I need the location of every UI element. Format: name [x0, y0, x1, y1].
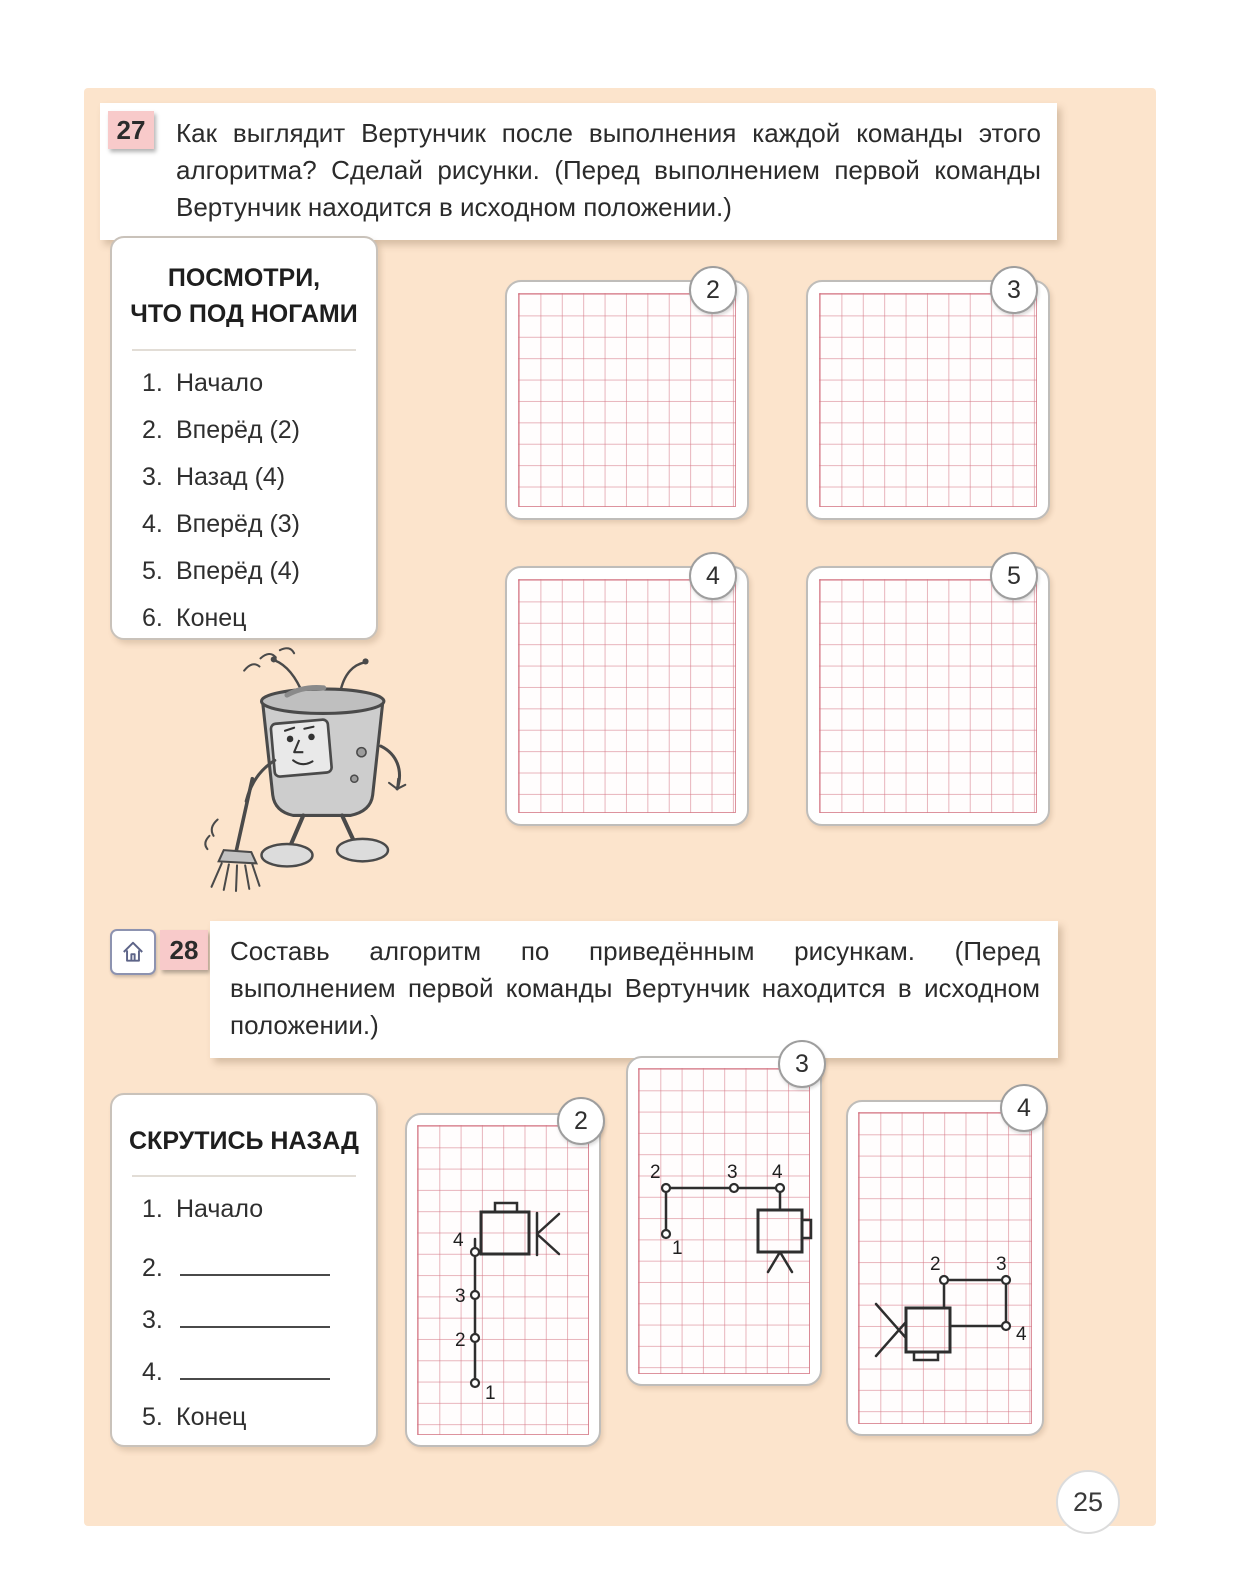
step-number: 5.: [142, 556, 163, 585]
card-divider: [132, 1175, 356, 1177]
task-28-text: Составь алгоритм по приведённым рисункам. (Перед выполнением первой команды Вертунчик находится в исходном положении.): [230, 936, 1040, 1040]
grid-number-badge: 3: [990, 266, 1038, 314]
point-label: 3: [455, 1286, 466, 1307]
grid-number-badge: 5: [990, 552, 1038, 600]
broom-stick: [236, 779, 252, 852]
grid-drawing-4: [848, 1102, 1042, 1434]
grid-number-badge: 4: [689, 552, 737, 600]
algorithm-step: [142, 369, 376, 416]
picture-card-2: [405, 1106, 601, 1447]
grid-number-badge: 3: [778, 1040, 826, 1088]
point-label: 1: [485, 1383, 496, 1404]
algorithm-card-27: [110, 236, 378, 640]
algorithm-step: [142, 1299, 376, 1351]
point-label: 4: [453, 1230, 464, 1251]
home-icon: [110, 929, 156, 975]
step-number: 3.: [142, 462, 163, 491]
point-label: 2: [455, 1330, 466, 1351]
point-label: 4: [1016, 1324, 1027, 1345]
point-label: 1: [672, 1238, 683, 1259]
robot-face: [271, 719, 333, 777]
grid-number-badge: 4: [1000, 1084, 1048, 1132]
robot-illustration: [185, 640, 440, 895]
algorithm-step: [142, 510, 376, 557]
algorithm-step: [142, 416, 376, 463]
page-number: 25: [1056, 1470, 1120, 1534]
step-number: 1.: [142, 368, 163, 397]
algorithm-step: [142, 463, 376, 510]
point-label: 3: [727, 1162, 738, 1183]
step-text: Начало: [176, 368, 264, 397]
direction-arrow-icon: [537, 1213, 559, 1255]
point-label: 3: [996, 1254, 1007, 1275]
answer-grid-2: [505, 275, 749, 520]
step-number: 5.: [142, 1403, 163, 1432]
algorithm-28-steps: [142, 1195, 376, 1455]
step-text: Начало: [176, 1195, 264, 1224]
answer-grid-3: [806, 275, 1050, 520]
answer-blank: [180, 1299, 330, 1327]
task-27-text: Как выглядит Вертунчик после выполнения каждой команды этого алгоритма? Сделай рисунки. (Перед выполнением первой команды Вертунчик находится в исходном положении.): [176, 118, 1041, 222]
algorithm-step: [142, 557, 376, 604]
answer-grid-5: [806, 561, 1050, 826]
algorithm-step: [142, 1403, 376, 1455]
robot-legs-icon: [768, 1252, 792, 1272]
grid-paper: [518, 293, 736, 507]
grid-drawing-3: [628, 1058, 820, 1384]
grid-number-badge: 2: [689, 266, 737, 314]
task-27-badge: 27: [108, 111, 154, 149]
task-27: [100, 103, 1057, 240]
algorithm-card-28: [110, 1093, 378, 1447]
picture-card-4: [846, 1093, 1044, 1436]
step-number: 3.: [142, 1305, 163, 1334]
algorithm-27-steps: [142, 369, 376, 651]
point-label: 2: [650, 1162, 661, 1183]
answer-blank: [180, 1351, 330, 1379]
grid-number-badge: 2: [557, 1097, 605, 1145]
grid-paper: [819, 293, 1037, 507]
step-text: Вперёд (2): [176, 415, 301, 444]
algorithm-28-title: СКРУТИСЬ НАЗАД: [129, 1127, 359, 1155]
grid-paper: [518, 579, 736, 813]
algorithm-27-title: [112, 260, 376, 333]
task-28: [210, 921, 1058, 1058]
answer-grid-4: [505, 561, 749, 826]
step-text: Вперёд (3): [176, 509, 301, 538]
step-number: 2.: [142, 1253, 163, 1282]
direction-arrow-icon: [876, 1304, 906, 1356]
picture-card-3: [626, 1049, 822, 1386]
step-number: 4.: [142, 509, 163, 538]
step-text: Конец: [176, 1403, 247, 1432]
step-text: Вперёд (4): [176, 556, 301, 585]
point-label: 4: [772, 1162, 783, 1183]
robot-left-shoe: [262, 844, 313, 866]
step-text: Конец: [176, 603, 247, 632]
step-text: Назад (4): [176, 462, 286, 491]
step-number: 1.: [142, 1195, 163, 1224]
step-number: 6.: [142, 603, 163, 632]
step-number: 4.: [142, 1357, 163, 1386]
algorithm-step: [142, 1351, 376, 1403]
algorithm-27-title-line1: ПОСМОТРИ,: [167, 264, 321, 292]
robot-right-shoe: [337, 839, 388, 861]
step-number: 2.: [142, 415, 163, 444]
algorithm-step: [142, 1247, 376, 1299]
answer-blank: [180, 1247, 330, 1275]
broom-bristles: [212, 863, 260, 891]
grid-paper: [819, 579, 1037, 813]
broom-head: [219, 850, 257, 863]
point-label: 2: [930, 1254, 941, 1275]
card-divider: [132, 349, 356, 351]
algorithm-27-title-line2: ЧТО ПОД НОГАМИ: [130, 300, 358, 329]
algorithm-step: [142, 1195, 376, 1247]
task-28-badge: 28: [160, 930, 208, 970]
motion-marks-icon: [205, 820, 217, 850]
grid-drawing-2: [407, 1115, 599, 1445]
